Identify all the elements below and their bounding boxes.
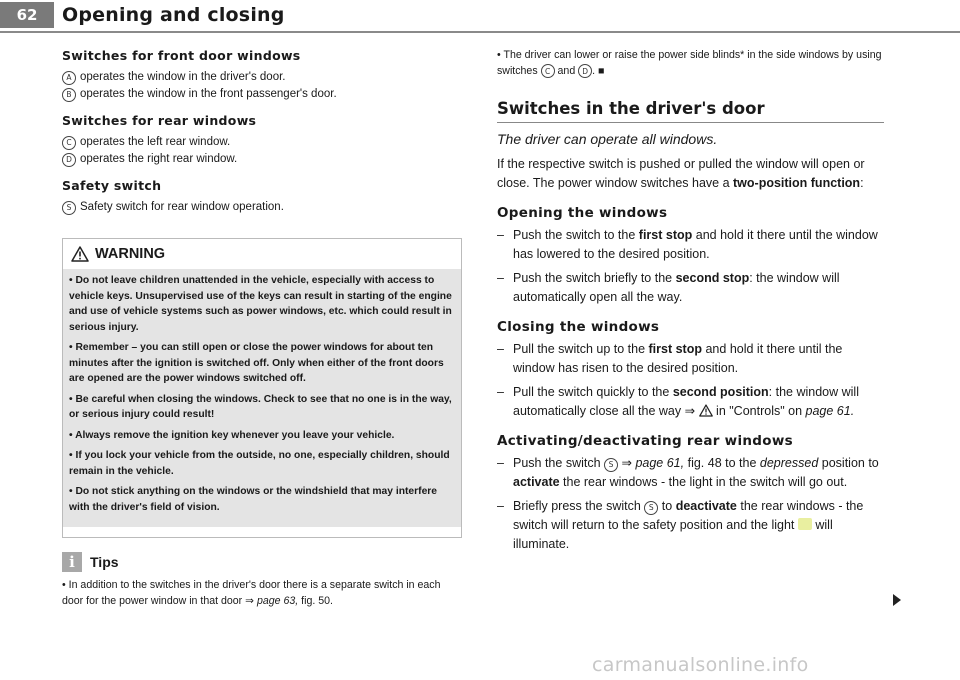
list-item: – Pull the switch up to the first stop and hold it there until the window has risen to the desired position. xyxy=(497,342,843,375)
warning-text: Do not leave children unattended in the vehicle, especially with access to vehicle keys. Unsupervised use of the keys can result in starting of the engine and use of vehicle systems such as power windows, etc. which could result in serious injury. xyxy=(69,275,452,333)
list-item xyxy=(62,134,462,151)
list-item xyxy=(62,199,462,216)
list-item-text: operates the window in the front passenger's door. xyxy=(80,88,337,100)
warning-bullet: • Remember – you can still open or close the power windows for about ten minutes after the ignition is switched off. Only when either of the front doors are opened are the power windows switched off. xyxy=(69,342,444,384)
rear-switches-heading: Switches for rear windows xyxy=(62,113,257,128)
badge-s-icon: S xyxy=(644,501,658,515)
page-number: 62 xyxy=(0,2,54,28)
blinds-conj: and xyxy=(557,64,576,77)
next-page-arrow-icon xyxy=(893,594,901,606)
badge-d-icon: D xyxy=(62,153,76,167)
intro-bold: two-position function xyxy=(733,176,861,190)
section-subtitle: The driver can operate all windows. xyxy=(497,131,718,147)
activating-heading: Activating/deactivating rear windows xyxy=(497,433,793,449)
page-reference-link[interactable]: page 63, xyxy=(256,594,299,607)
warning-body xyxy=(63,269,461,527)
list-item-text: operates the right rear window. xyxy=(80,153,238,165)
warning-bullet: • Be careful when closing the windows. Check to see that no one is in the way, or serious injury could result! xyxy=(69,393,452,420)
badge-c-icon: C xyxy=(62,136,76,150)
list-item: – Briefly press the switch S to deactivate the rear windows - the switch will return to the safety position and the light will illuminate. xyxy=(497,499,864,551)
list-item xyxy=(62,69,462,86)
badge-b-icon: B xyxy=(62,88,76,102)
tips-label: Tips xyxy=(90,554,119,570)
badge-s-icon: S xyxy=(604,458,618,472)
list-item: – Pull the switch quickly to the second position: the window will automatically close all the way ⇒ in "Controls" on page 61. xyxy=(497,385,859,418)
list-item-text: Safety switch for rear window operation. xyxy=(80,201,284,213)
warning-box xyxy=(62,238,462,538)
warning-text: Always remove the ignition key whenever you leave your vehicle. xyxy=(75,429,395,441)
badge-d-icon: D xyxy=(578,64,592,78)
tips-body: In addition to the switches in the driver's door there is a separate switch in each door for the power window in that door xyxy=(62,579,441,607)
warning-header xyxy=(63,239,461,269)
list-item xyxy=(62,86,462,103)
warning-text: Be careful when closing the windows. Check to see that no one is in the way, or serious injury could result! xyxy=(69,393,452,420)
header-divider xyxy=(0,31,960,33)
intro-end: : xyxy=(860,176,864,190)
warning-triangle-icon xyxy=(699,404,713,417)
section-intro xyxy=(497,155,884,193)
tips-text: • In addition to the switches in the driver's door there is a separate switch in each door for the power window in that door ⇒ page 63, fig. 50. xyxy=(62,579,441,607)
section-title: Switches in the driver's door xyxy=(497,99,884,123)
page-reference-link[interactable]: page 61, xyxy=(635,456,685,470)
tips-header xyxy=(62,552,462,572)
opening-heading: Opening the windows xyxy=(497,205,668,221)
list-item-text: operates the window in the driver's door. xyxy=(80,71,286,83)
list-item xyxy=(62,151,462,168)
info-icon: i xyxy=(62,552,82,572)
front-switches-group xyxy=(62,48,462,103)
left-column xyxy=(62,48,462,609)
closing-heading: Closing the windows xyxy=(497,319,660,335)
safety-switch-heading: Safety switch xyxy=(62,178,162,193)
intro-text: If the respective switch is pushed or pulled the window will open or close. The power window switches have a xyxy=(497,157,865,190)
blinds-note: • The driver can lower or raise the power side blinds* in the side windows by using switches C and D . ■ xyxy=(497,49,882,77)
blinds-end: . xyxy=(592,64,596,77)
list-item-text: operates the left rear window. xyxy=(80,136,231,148)
blinds-text: The driver can lower or raise the power side blinds* in the side windows by using switches xyxy=(497,49,882,77)
tips-body-end: fig. 50. xyxy=(301,594,333,607)
warning-triangle-icon xyxy=(71,246,89,262)
rear-switches-group xyxy=(62,113,462,168)
warning-bullet: • Do not leave children unattended in the vehicle, especially with access to vehicle keys. Unsupervised use of the keys can result in starting of the engine and use of vehicle systems such as power windows, etc. which could result in serious injury. xyxy=(69,275,452,333)
front-switches-heading: Switches for front door windows xyxy=(62,48,301,63)
list-item: – Push the switch S ⇒ page 61, fig. 48 to the depressed position to activate the rear windows - the light in the switch will go out. xyxy=(497,456,879,489)
warning-bullet: • Do not stick anything on the windows or the windshield that may interfere with the driver's field of vision. xyxy=(69,486,438,513)
warning-text: Remember – you can still open or close the power windows for about ten minutes after the ignition is switched off. Only when either of the front doors are opened are the power windows switched off. xyxy=(69,342,444,384)
safety-switch-group xyxy=(62,178,462,216)
list-item: – Push the switch to the first stop and hold it there until the window has lowered to the desired position. xyxy=(497,228,878,261)
warning-text: Do not stick anything on the windows or the windshield that may interfere with the driver's field of vision. xyxy=(69,486,438,513)
badge-s-icon: S xyxy=(62,201,76,215)
right-column xyxy=(497,48,884,554)
indicator-light-icon xyxy=(798,518,812,530)
badge-c-icon: C xyxy=(541,64,555,78)
list-item: – Push the switch briefly to the second stop: the window will automatically open all the way. xyxy=(497,271,840,304)
badge-a-icon: A xyxy=(62,71,76,85)
page-title: Opening and closing xyxy=(62,4,285,26)
warning-text: If you lock your vehicle from the outside, no one, especially children, should remain in the vehicle. xyxy=(69,450,450,477)
warning-bullet: • If you lock your vehicle from the outside, no one, especially children, should remain in the vehicle. xyxy=(69,450,450,477)
end-square-icon: ■ xyxy=(598,64,605,77)
warning-label: WARNING xyxy=(95,246,166,262)
page-reference-link[interactable]: page 61. xyxy=(805,404,855,418)
watermark: carmanualsonline.info xyxy=(592,654,809,676)
warning-bullet: • Always remove the ignition key whenever you leave your vehicle. xyxy=(69,429,395,441)
